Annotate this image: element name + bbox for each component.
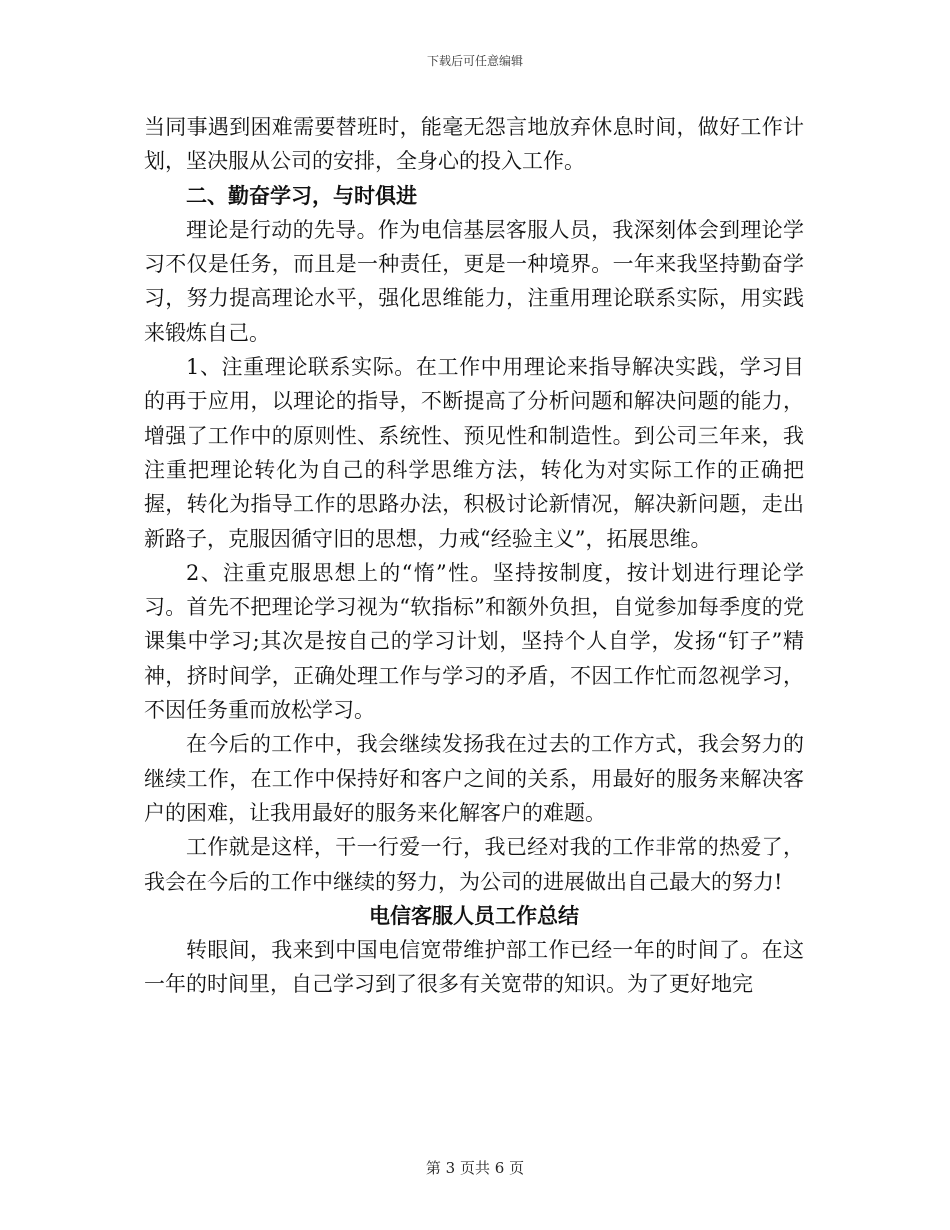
document-title: 电信客服人员工作总结 (369, 902, 579, 928)
document-body (144, 110, 804, 1002)
paragraph-item-2: 2、注重克服思想上的“惰”性。坚持按制度，按计划进行理论学习。首先不把理论学习视为“软指标”和额外负担，自觉参加每季度的党课集中学习;其次是按自己的学习计划，坚持个人自学，发扬“钉子”精神，挤时间学，正确处理工作与学习的矛盾，不因工作忙而忽视学习，不因任务重而放松学习。 (144, 560, 804, 723)
paragraph-conclusion: 工作就是这样，干一行爱一行，我已经对我的工作非常的热爱了，我会在今后的工作中继续的努力，为公司的进展做出自己最大的努力! (144, 835, 804, 894)
section-heading: 二、勤奋学习，与时俱进 (186, 182, 417, 208)
page-footer: 第 3 页共 6 页 (425, 1159, 525, 1177)
paragraph-item-1: 1、注重理论联系实际。在工作中用理论来指导解决实践，学习目的再于应用，以理论的指导，不断提高了分析问题和解决问题的能力，增强了工作中的原则性、系统性、预见性和制造性。到公司三年来，我注重把理论转化为自己的科学思维方法，转化为对实际工作的正确把握，转化为指导工作的思路办法，积极讨论新情况，解决新问题，走出新路子，克服因循守旧的思想，力戒“经验主义”，拓展思维。 (144, 355, 804, 551)
paragraph-continuation: 当同事遇到困难需要替班时，能毫无怨言地放弃休息时间，做好工作计划，坚决服从公司的安排，全身心的投入工作。 (144, 115, 804, 174)
paragraph-theory: 理论是行动的先导。作为电信基层客服人员，我深刻体会到理论学习不仅是任务，而且是一种责任，更是一种境界。一年来我坚持勤奋学习，努力提高理论水平，强化思维能力，注重用理论联系实际，用实践来锻炼自己。 (144, 217, 804, 345)
paragraph-future-work: 在今后的工作中，我会继续发扬我在过去的工作方式，我会努力的继续工作，在工作中保持好和客户之间的关系，用最好的服务来解决客户的困难，让我用最好的服务来化解客户的难题。 (144, 732, 804, 825)
page-header: 下载后可任意编辑 (426, 54, 523, 68)
paragraph-intro: 转眼间，我来到中国电信宽带维护部工作已经一年的时间了。在这一年的时间里，自己学习到了很多有关宽带的知识。为了更好地完 (144, 938, 804, 997)
